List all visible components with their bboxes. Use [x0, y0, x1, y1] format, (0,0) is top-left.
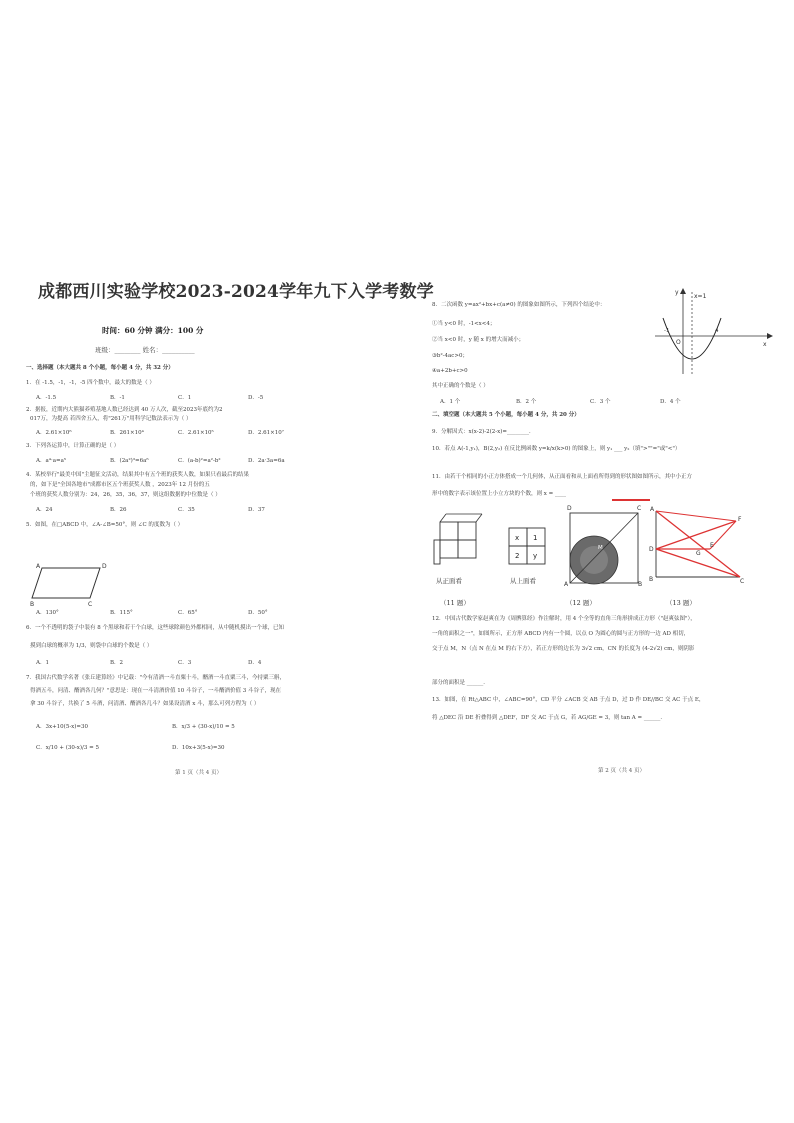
section-1-heading: 一、选择题（本大题共 8 个小题，每小题 4 分，共 32 分）	[26, 365, 174, 371]
question-6-line1: 6．一个不透明的袋子中装有 8 个黑球和若干个白球，这些球除颜色外都相同，从中随机摸出一个球，已知	[26, 625, 284, 631]
question-11-line1: 11．由若干个相同的小正方体搭成一个几何体，从正面看和从上面看所得到的形状图如图所示，其中小正方	[432, 474, 693, 480]
grid-cell-y: y	[533, 552, 538, 560]
q8-item-2: ②当 x<0 时，y 随 x 的增大而减小；	[432, 337, 525, 343]
q6-option-c: C．3	[178, 660, 192, 666]
red-answer-mark	[612, 499, 650, 501]
question-4-line2: 的，如下是"全国各地市"成都市区五个班获奖人数 ，2023年 12 月份的五	[30, 482, 210, 488]
q8-tail: 其中正确的个数是（ ）	[432, 383, 489, 389]
fig12-label-n: N	[606, 535, 611, 541]
q2-option-d: D．2.61×10⁷	[248, 430, 284, 436]
fig13-label-e: E	[710, 542, 714, 549]
q1-option-a: A．-1.5	[36, 395, 57, 401]
grid-cell-2: 2	[515, 552, 520, 560]
question-6-line2: 摸到白球的概率为 1/3，则袋中白球的个数是（ ）	[30, 643, 153, 649]
q1-option-b: B．-1	[110, 395, 125, 401]
grid-cell-x: x	[515, 534, 520, 542]
q6-option-d: D．4	[248, 660, 262, 666]
q6-option-b: B．2	[110, 660, 124, 666]
q4-option-d: D．37	[248, 507, 265, 513]
parallelogram-figure	[30, 560, 110, 610]
label-b: B	[30, 601, 35, 608]
q5-option-a: A．130°	[36, 610, 59, 616]
x-label: x	[763, 341, 767, 348]
question-10: 10．若点 A(-1,y₁)，B(2,y₂) 在反比例函数 y=k/x(k>0) 的图象上，则 y₁ ___ y₂（填">""="或"<"）	[432, 446, 681, 452]
question-7-line2: 得酒五斗，问清、醑酒各几何？"意思是：现在一斗清酒价值 10 斗谷子，一斗醑酒价值 3 斗谷子，现在	[30, 688, 282, 694]
fig13-label-g: G	[696, 550, 701, 557]
question-2-line1: 2．据报，近期内大熊猫养殖基地人数已经达到 40 万人次，截至2023年底约为2	[26, 407, 223, 413]
question-2-line2: 017万，为提高 若四舍五入，将"261万"用科学记数法表示为（ ）	[30, 416, 192, 422]
question-7-line3: 拿 30 斗谷子，共换了 5 斗酒，问清酒、醑酒各几斗？如果设清酒 x 斗，那么可列方程为（ ）	[30, 701, 260, 707]
q4-option-c: C．35	[178, 507, 195, 513]
q3-option-c: C．(a-b)²=a²-b²	[178, 458, 221, 464]
question-8: 8．二次函数 y=ax²+bx+c(a≠0) 的图象如图所示，下列四个结论中：	[432, 302, 606, 308]
q3-option-d: D．2a·3a=6a	[248, 458, 285, 464]
y-label: y	[675, 289, 679, 296]
fig12-label-m: M	[598, 545, 603, 551]
left-page-footer: 第 1 页（共 4 页）	[175, 770, 222, 776]
q5-option-c: C．65°	[178, 610, 198, 616]
q7-option-b: B．x/3 + (30-x)/10 = 5	[172, 724, 235, 730]
q3-option-a: A．a⁴·a=a⁵	[36, 458, 67, 464]
class-name-field: 班级：________ 姓名：__________	[95, 346, 195, 354]
label-c: C	[88, 601, 93, 608]
q1-option-c: C．1	[178, 395, 192, 401]
q7-option-d: D．10x+3(5-x)=30	[172, 745, 225, 751]
fig13-label-a: A	[650, 506, 655, 513]
q3-option-b: B．(2a²)³=6a⁶	[110, 458, 149, 464]
figure-12	[562, 505, 644, 587]
caption-q11: （11 题）	[440, 599, 470, 607]
caption-q12: （12 题）	[566, 599, 596, 607]
fig13-label-c: C	[740, 578, 745, 585]
right-page-footer: 第 2 页（共 4 页）	[598, 768, 645, 774]
q5-option-d: D．50°	[248, 610, 268, 616]
parabola-graph	[655, 288, 775, 376]
q4-option-b: B．26	[110, 507, 127, 513]
question-3: 3．下列各运算中，计算正确的是（ ）	[26, 443, 120, 449]
question-13-line2: 将 △DEC 沿 DE 折叠得到 △DEF，DF 交 AC 于点 G，若 AG/GE = 3，则 tan A = ______．	[432, 715, 666, 721]
figure-13	[648, 505, 748, 585]
label-a: A	[36, 563, 41, 570]
fig13-label-f: F	[738, 516, 742, 523]
question-1: 1．在 -1.5，-1，-1，-5 四个数中，最大的数是（ ）	[26, 380, 155, 386]
fig12-label-a: A	[564, 581, 569, 587]
caption-q13: （13 题）	[666, 599, 696, 607]
q7-option-c: C．x/10 + (30-x)/3 = 5	[36, 745, 99, 751]
q8-item-1: ①当 y<0 时，-1<x<4；	[432, 321, 496, 327]
fig13-label-d: D	[649, 546, 654, 553]
q1-option-d: D．-5	[248, 395, 264, 401]
question-11-line2: 形中的数字表示该位置上小立方块的个数，则 x = ____	[432, 491, 566, 497]
question-4-line1: 4．某校举行"最美中国"主题征文活动，结果其中有五个班的获奖人数，如果只看最后的结果	[26, 472, 250, 478]
question-12-line4: 部分的面积是 ______．	[432, 680, 489, 686]
exam-title: 成都西川实验学校2023-2024学年九下入学考数学	[38, 282, 434, 302]
q2-option-a: A．2.61×10⁶	[36, 430, 72, 436]
q8-option-b: B．2 个	[516, 399, 537, 405]
fig12-label-b: B	[638, 581, 643, 587]
caption-top-view: 从上面看	[510, 577, 536, 585]
caption-front-view: 从正面看	[436, 577, 462, 585]
pos-root-label: 4	[715, 328, 719, 334]
q8-item-3: ③b²-4ac>0；	[432, 353, 468, 359]
grid-cell-1: 1	[533, 534, 538, 542]
q2-option-c: C．2.61×10⁵	[178, 430, 214, 436]
fig13-label-b: B	[649, 576, 654, 583]
question-12-line3: 交于点 M，N（点 N 在点 M 的右下方），若正方形的边长为 3√2 cm，CN 的长度为 (4-2√2) cm，则阴影	[432, 646, 695, 652]
question-4-line3: 个班的获奖人数分别为：24，26，35，36，37，则这组数据的中位数是（ ）	[30, 492, 221, 498]
q6-option-a: A．1	[36, 660, 49, 666]
axis-line-label: x=1	[694, 293, 707, 300]
time-score: 时间：60 分钟 满分：100 分	[102, 326, 204, 335]
question-12-line1: 12．中国古代数学家赵爽在为《周髀算经》作注解时，用 4 个全等的直角三角形拼成正方形（"赵爽弦图"），	[432, 616, 696, 622]
label-d: D	[102, 563, 107, 570]
question-12-line2: 一角的面积之一"，如图所示，正方形 ABCD 内有一个圆，以点 O 为圆心的圆与正方形的一边 AD 相切，	[432, 631, 690, 637]
q5-option-b: B．115°	[110, 610, 133, 616]
question-9: 9．分解因式：x(x-2)-2(2-x)=________．	[432, 429, 535, 435]
question-13-line1: 13．如图，在 Rt△ABC 中，∠ABC=90°，CD 平分 ∠ACB 交 AB 于点 D，过 D 作 DE//BC 交 AC 于点 E，	[432, 697, 705, 703]
q8-option-c: C．3 个	[590, 399, 611, 405]
question-5: 5．如图，在□ABCD 中，∠A-∠B=50°，则 ∠C 的度数为（ ）	[26, 522, 184, 528]
origin-label: O	[676, 339, 681, 346]
top-view-grid	[508, 527, 548, 567]
neg-root-label: -1	[664, 328, 670, 334]
q4-option-a: A．24	[36, 507, 53, 513]
q8-item-4: ④a+2b+c>0	[432, 368, 468, 374]
question-7-line1: 7．我国古代数学名著《张丘建算经》中记载："今有清酒一斗直粟十斗，醑酒一斗直粟三斗，今持粟三斛，	[26, 675, 286, 681]
front-view-figure	[432, 512, 494, 577]
fig12-label-d: D	[567, 505, 572, 512]
fig12-label-c: C	[637, 505, 642, 512]
q2-option-b: B．261×10⁴	[110, 430, 144, 436]
section-2-heading: 二、填空题（本大题共 5 个小题，每小题 4 分，共 20 分）	[432, 412, 580, 418]
q7-option-a: A．3x+10(5-x)=30	[36, 724, 89, 730]
q8-option-a: A．1 个	[440, 399, 461, 405]
q8-option-d: D．4 个	[660, 399, 681, 405]
